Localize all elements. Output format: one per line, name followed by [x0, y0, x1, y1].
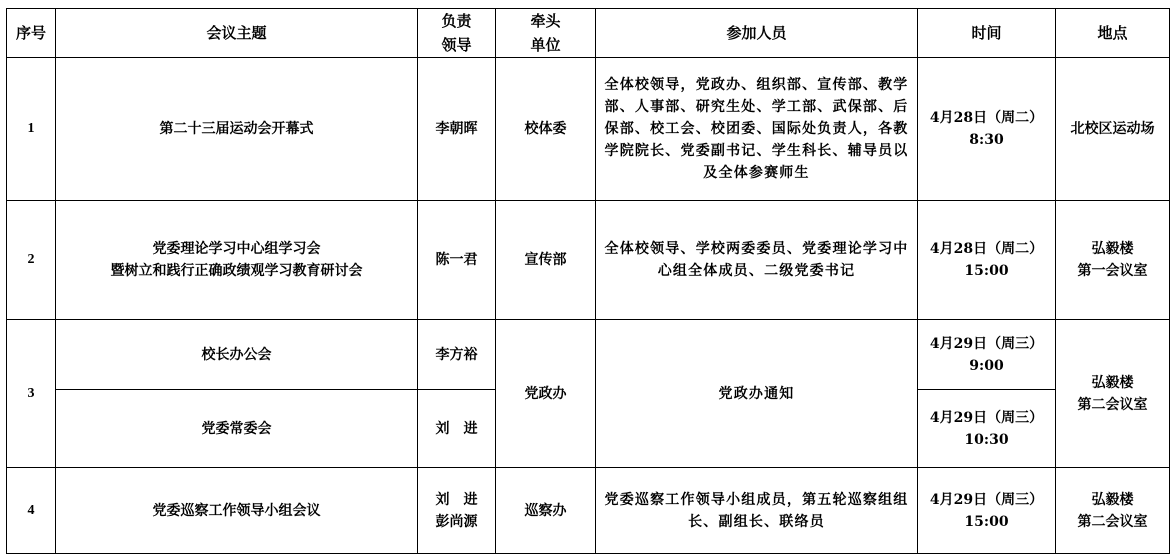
attendees-text: 全体校领导、学校两委委员、党委理论学习中心组全体成员、二级党委书记 — [604, 241, 909, 279]
header-leader-line: 领导 — [441, 36, 472, 54]
table-row — [7, 320, 1170, 390]
meeting-topic: 校长办公会 — [56, 320, 418, 390]
meeting-place — [1056, 468, 1170, 554]
attendees-text: 党委巡察工作领导小组成员，第五轮巡察组组长、副组长、联络员 — [604, 491, 909, 530]
header-unit — [496, 9, 596, 58]
time-date: 4月29日（周三） — [929, 409, 1044, 426]
meeting-schedule-table — [6, 8, 1170, 554]
meeting-topic: 党委巡察工作领导小组会议 — [56, 468, 418, 554]
place-line: 弘毅楼 — [1091, 491, 1134, 508]
lead-unit: 宣传部 — [496, 201, 596, 320]
header-no: 序号 — [7, 9, 56, 58]
lead-unit: 校体委 — [496, 58, 596, 201]
attendees-cell — [596, 58, 918, 201]
header-leader — [418, 9, 496, 58]
topic-line: 暨树立和践行正确政绩观学习教育研讨会 — [110, 263, 363, 279]
header-time: 时间 — [918, 9, 1056, 58]
place-line: 第二会议室 — [1077, 513, 1148, 530]
time-clock: 9:00 — [969, 357, 1004, 374]
table-row — [7, 468, 1170, 554]
meeting-time — [918, 468, 1056, 554]
table-row — [7, 201, 1170, 320]
meeting-topic: 党委常委会 — [56, 390, 418, 468]
header-leader-line: 负责 — [441, 12, 472, 30]
meeting-time — [918, 201, 1056, 320]
header-unit-line: 单位 — [530, 36, 561, 54]
attendees-cell — [596, 201, 918, 320]
leader-name: 陈一君 — [418, 201, 496, 320]
meeting-place — [1056, 201, 1170, 320]
time-date: 4月28日（周二） — [929, 110, 1044, 126]
header-attendees: 参加人员 — [596, 9, 918, 58]
attendees-cell — [596, 468, 918, 554]
leader-line: 彭尚源 — [435, 513, 478, 530]
time-clock: 15:00 — [964, 263, 1009, 279]
time-clock: 8:30 — [969, 132, 1004, 148]
place-line: 第二会议室 — [1077, 396, 1148, 413]
meeting-topic: 第二十三届运动会开幕式 — [56, 58, 418, 201]
time-date: 4月29日（周三） — [929, 335, 1044, 352]
leader-name: 刘 进 — [418, 390, 496, 468]
place-line: 弘毅楼 — [1091, 241, 1134, 257]
leader-name — [418, 468, 496, 554]
meeting-topic — [56, 201, 418, 320]
time-clock: 15:00 — [964, 513, 1009, 530]
attendees-text: 党政办通知 — [718, 385, 795, 402]
topic-line: 党委理论学习中心组学习会 — [152, 241, 321, 257]
table-row — [7, 58, 1170, 201]
meeting-place: 北校区运动场 — [1056, 58, 1170, 201]
meeting-time — [918, 320, 1056, 390]
meeting-time — [918, 58, 1056, 201]
time-date: 4月28日（周二） — [929, 241, 1044, 257]
attendees-text: 全体校领导，党政办、组织部、宣传部、教学部、人事部、研究生处、学工部、武保部、后保部、校工会、校团委、国际处负责人，各教学院院长、党委副书记、学生科长、辅导员以及全体参赛师生 — [604, 77, 909, 181]
lead-unit: 党政办 — [496, 320, 596, 468]
header-place: 地点 — [1056, 9, 1170, 58]
header-row — [7, 9, 1170, 58]
lead-unit: 巡察办 — [496, 468, 596, 554]
leader-line: 刘 进 — [435, 491, 478, 508]
row-number: 1 — [7, 58, 56, 201]
time-date: 4月29日（周三） — [929, 491, 1044, 508]
header-topic: 会议主题 — [56, 9, 418, 58]
leader-name: 李朝晖 — [418, 58, 496, 201]
place-line: 弘毅楼 — [1091, 374, 1134, 391]
row-number: 2 — [7, 201, 56, 320]
row-number: 4 — [7, 468, 56, 554]
leader-name: 李方裕 — [418, 320, 496, 390]
place-line: 第一会议室 — [1077, 263, 1148, 279]
attendees-cell — [596, 320, 918, 468]
header-unit-line: 牵头 — [530, 12, 561, 30]
row-number: 3 — [7, 320, 56, 468]
meeting-place — [1056, 320, 1170, 468]
meeting-time — [918, 390, 1056, 468]
time-clock: 10:30 — [964, 431, 1009, 448]
